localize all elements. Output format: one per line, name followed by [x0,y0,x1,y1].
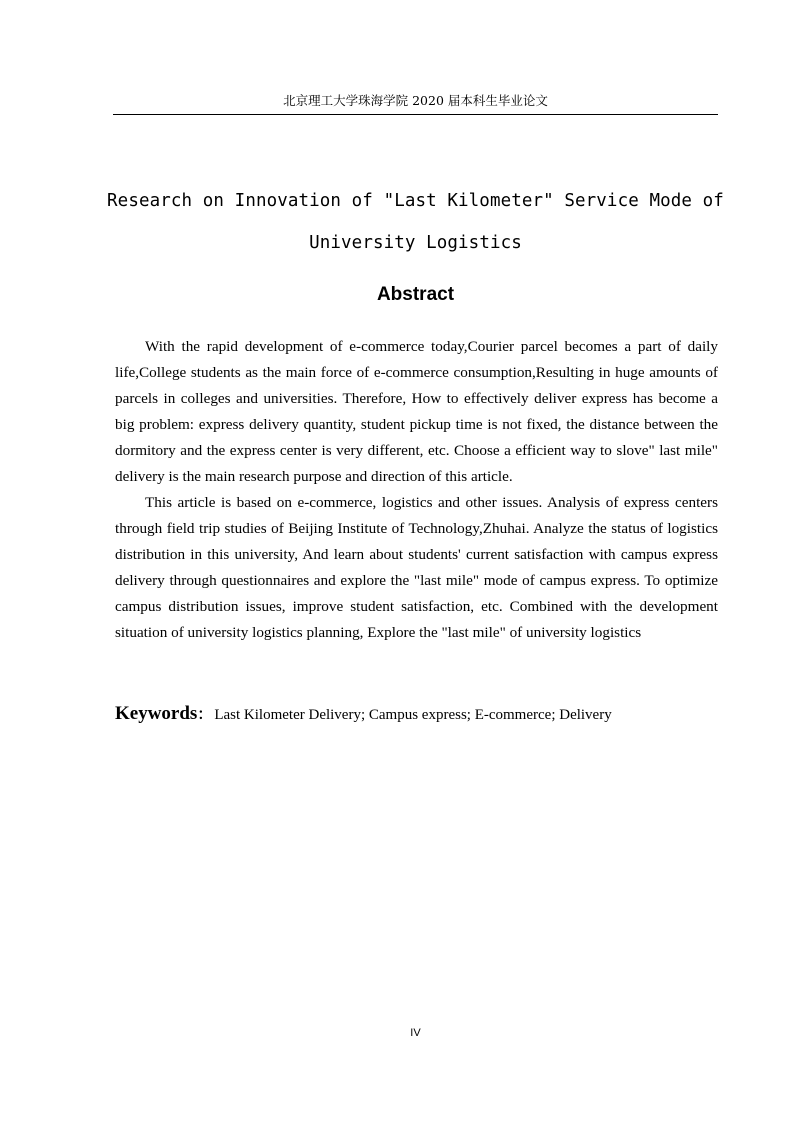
paper-title [103,180,728,264]
running-header: 北京理工大学珠海学院 2020 届本科生毕业论文 [283,93,548,108]
abstract-paragraph-2: This article is based on e-commerce, logistics and other issues. Analysis of express centers through field trip studies of Beijing Institute of Technology,Zhuhai. Analyze the status of logistics distribution in this university, And learn about students' current satisfaction with campus express delivery through questionnaires and explore the "last mile" mode of campus express. To optimize campus distribution issues, improve student satisfaction, etc. Combined with the development situation of university logistics planning, Explore the "last mile" of university logistics [115,494,718,641]
keywords-list: Last Kilometer Delivery; Campus express; E-commerce; Delivery [214,707,612,723]
paper-title-line-2: University Logistics [309,233,522,253]
keywords-separator: ： [197,707,213,723]
keywords-line [115,701,718,728]
abstract-body [115,334,718,646]
page-number: IV [410,1027,421,1039]
header-divider [113,114,718,115]
abstract-heading: Abstract [376,284,455,305]
paper-title-line-1: Research on Innovation of "Last Kilometer" Service Mode of [107,191,724,211]
abstract-paragraph-1: With the rapid development of e-commerce today,Courier parcel becomes a part of daily life,College students as the main force of e-commerce consumption,Resulting in huge amounts of parcels in colleges and universities. Therefore, How to effectively deliver express has become a big problem: express delivery quantity, student pickup time is not fixed, the distance between the dormitory and the express center is very different, etc. Choose a efficient way to slove" last mile" delivery is the main research purpose and direction of this article. [115,338,718,485]
keywords-label: Keywords [115,703,198,724]
